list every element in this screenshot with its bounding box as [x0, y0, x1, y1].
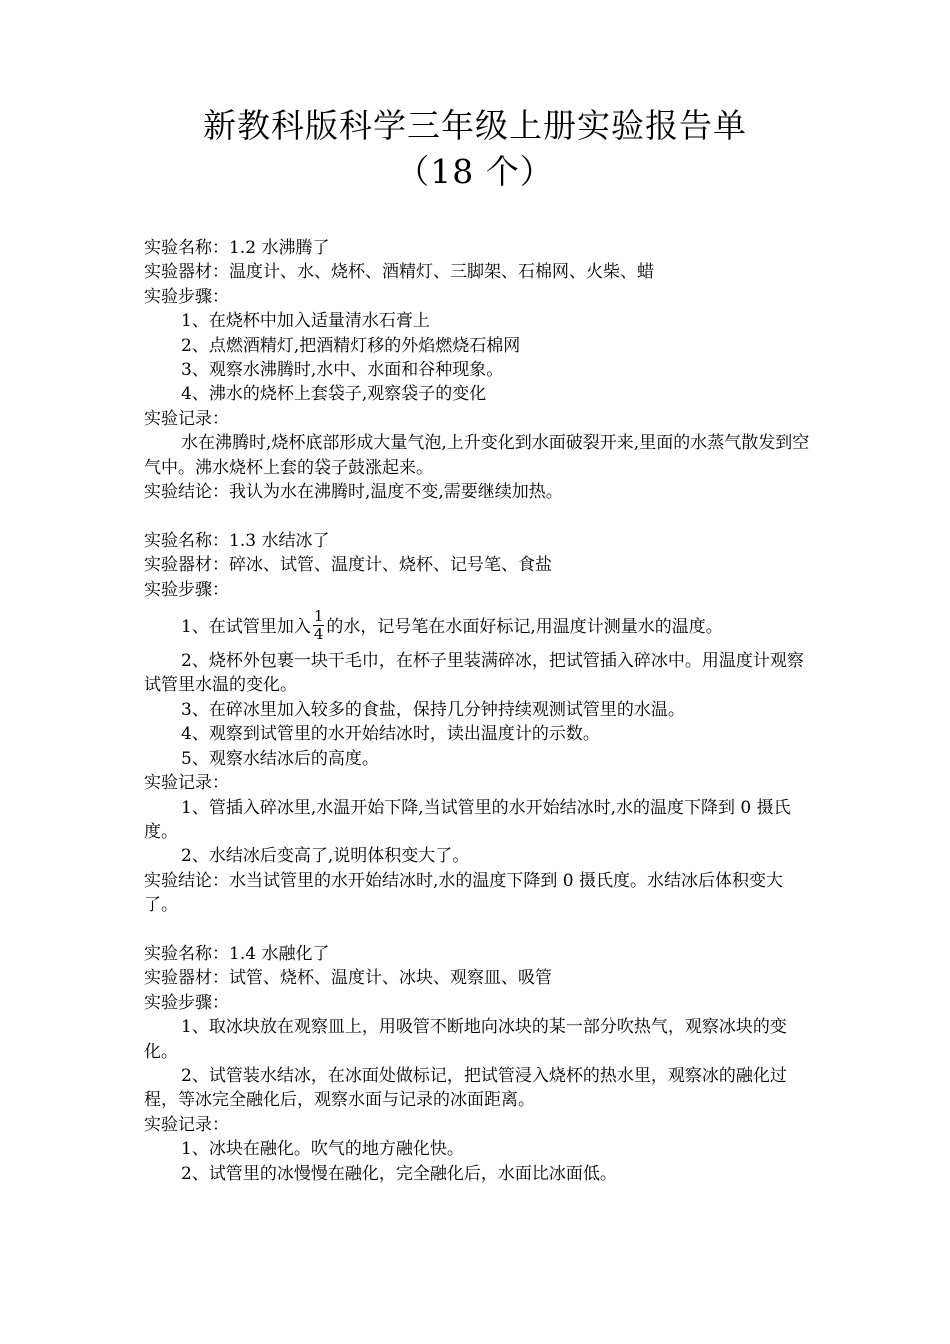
report-content — [144, 236, 812, 1186]
record-label: 实验记录： — [144, 408, 229, 429]
step-item: 4、观察到试管里的水开始结冰时，读出温度计的示数。 — [181, 724, 600, 745]
document-title: 新教科版科学三年级上册实验报告单 — [203, 106, 747, 145]
step-item: 5、观察水结冰后的高度。 — [181, 748, 379, 769]
fraction — [313, 608, 325, 643]
section-gap — [144, 504, 812, 528]
step-item: 1、取冰块放在观察皿上，用吸管不断地向冰块的某一部分吹热气，观察冰块的变化。 — [144, 1017, 787, 1062]
step-item: 2、试管装水结冰，在冰面处做标记，把试管浸入烧杯的热水里，观察冰的融化过程，等冰完全融化后，观察水面与记录的冰面距离。 — [144, 1065, 787, 1111]
steps-label: 实验步骤： — [144, 286, 229, 307]
experiment-equipment: 实验器材：碎冰、试管、温度计、烧杯、记号笔、食盐 — [144, 555, 552, 576]
experiment-equipment: 实验器材：温度计、水、烧杯、酒精灯、三脚架、石棉网、火柴、蜡 — [144, 262, 654, 283]
step-item — [144, 606, 812, 649]
experiment-conclusion: 实验结论：我认为水在沸腾时,温度不变,需要继续加热。 — [144, 482, 563, 503]
step-item: 3、观察水沸腾时,水中、水面和谷种现象。 — [181, 360, 504, 381]
step-item: 3、在碎冰里加入较多的食盐，保持几分钟持续观测试管里的水温。 — [181, 699, 685, 720]
steps-label: 实验步骤： — [144, 579, 229, 600]
document-subtitle: （18 个） — [396, 152, 554, 191]
record-label: 实验记录： — [144, 1114, 229, 1135]
step-text: 的水，记号笔在水面好标记,用温度计测量水的温度。 — [326, 617, 723, 638]
experiment-section — [144, 942, 812, 1186]
fraction-denominator: 4 — [313, 625, 324, 644]
experiment-section — [144, 236, 812, 504]
experiment-name: 实验名称：1.2 水沸腾了 — [144, 238, 330, 258]
experiment-conclusion: 实验结论：水当试管里的水开始结冰时,水的温度下降到 0 摄氏度。水结冰后体积变大了。 — [144, 870, 784, 916]
experiment-equipment: 实验器材：试管、烧杯、温度计、冰块、观察皿、吸管 — [144, 968, 552, 989]
record-item: 2、水结冰后变高了,说明体积变大了。 — [181, 846, 470, 867]
record-item: 2、试管里的冰慢慢在融化，完全融化后，水面比冰面低。 — [181, 1163, 617, 1184]
record-text: 水在沸腾时,烧杯底部形成大量气泡,上升变化到水面破裂开来,里面的水蒸气散发到空气中。沸水烧杯上套的袋子鼓涨起来。 — [144, 433, 810, 478]
step-text: 1、在试管里加入 — [181, 617, 311, 638]
experiment-name: 实验名称：1.3 水结冰了 — [144, 530, 330, 551]
record-label: 实验记录： — [144, 773, 229, 794]
step-item: 4、沸水的烧杯上套袋子,观察袋子的变化 — [181, 384, 487, 405]
experiment-section — [144, 529, 812, 918]
steps-label: 实验步骤： — [144, 992, 229, 1013]
step-item: 2、点燃酒精灯,把酒精灯移的外焰燃烧石棉网 — [181, 335, 521, 356]
section-gap — [144, 918, 812, 942]
record-item: 1、冰块在融化。吹气的地方融化快。 — [181, 1139, 464, 1160]
fraction-numerator: 1 — [313, 607, 324, 626]
step-item: 2、烧杯外包裹一块干毛巾，在杯子里装满碎冰，把试管插入碎冰中。用温度计观察试管里水温的变化。 — [144, 651, 804, 696]
experiment-name: 实验名称：1.4 水融化了 — [144, 943, 330, 964]
step-item: 1、在烧杯中加入适量清水石膏上 — [181, 311, 430, 332]
record-item: 1、管插入碎冰里,水温开始下降,当试管里的水开始结冰时,水的温度下降到 0 摄氏度。 — [144, 797, 791, 842]
